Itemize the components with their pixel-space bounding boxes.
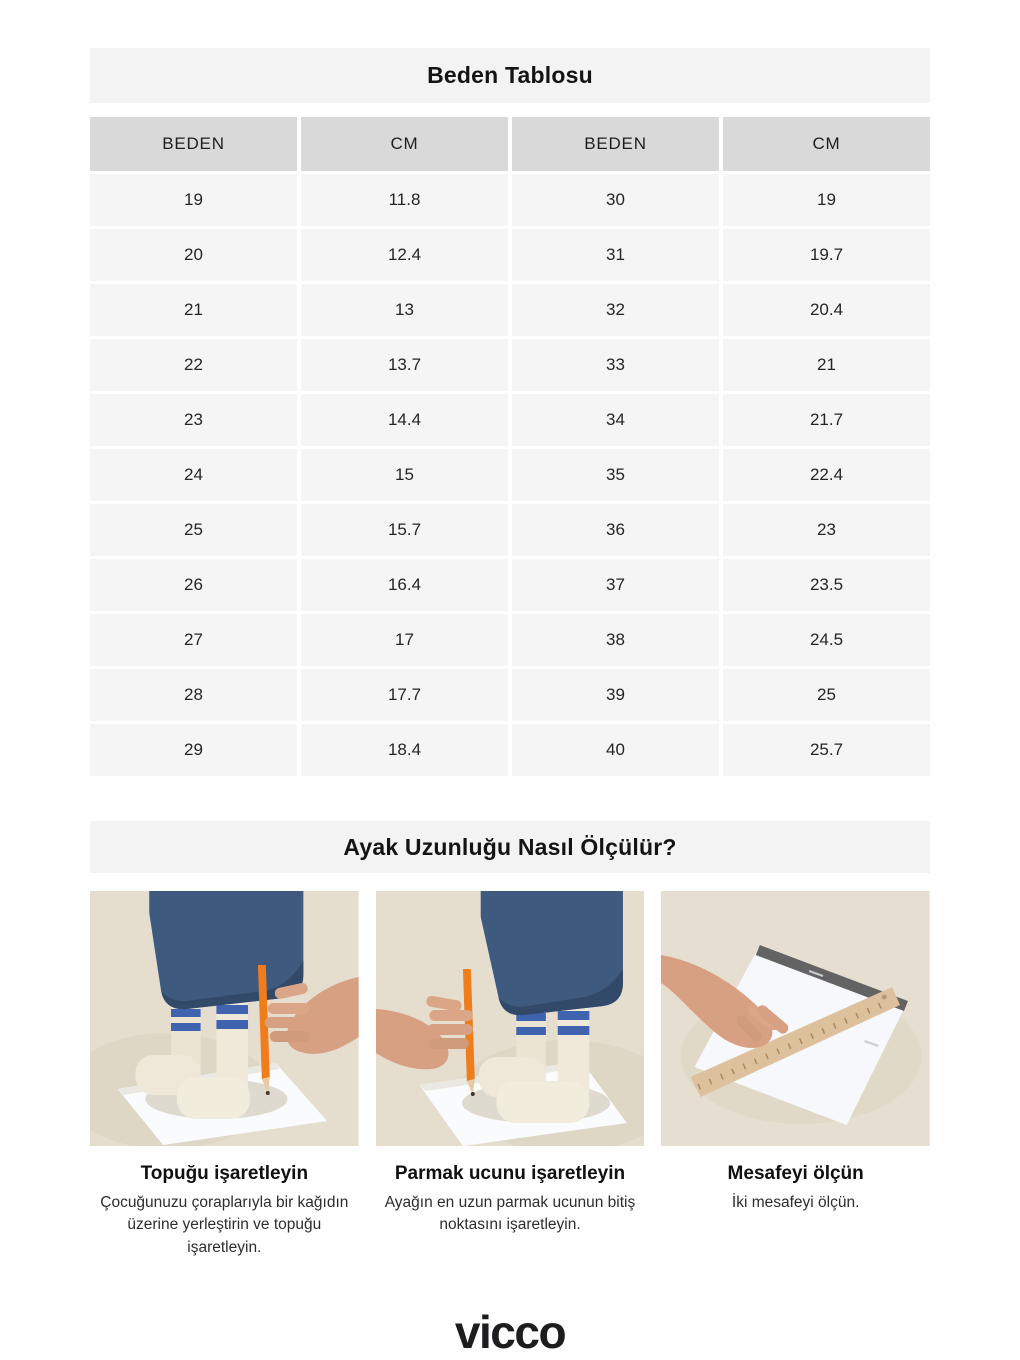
sock-front-foot (177, 1077, 250, 1119)
size-table-cell: 13 (301, 284, 508, 336)
size-table-cell: 23 (90, 394, 297, 446)
size-table-cell: 34 (512, 394, 719, 446)
size-table-cell: 30 (512, 174, 719, 226)
size-table-cell: 11.8 (301, 174, 508, 226)
finger (429, 1010, 472, 1021)
size-table-cell: 27 (90, 614, 297, 666)
step-description: Çocuğunuzu çoraplarıyla bir kağıdın üzerine yerleştirin ve topuğu işaretleyin. (100, 1194, 349, 1256)
brand-footer (90, 1306, 930, 1360)
sock-stripe (216, 1020, 248, 1029)
sock-stripe (171, 1009, 201, 1017)
vicco-logo: vicco (454, 1306, 566, 1359)
size-table-cell: 19 (723, 174, 930, 226)
size-table-cell: 25 (723, 669, 930, 721)
size-table-cell: 40 (512, 724, 719, 776)
size-table-cell: 24.5 (723, 614, 930, 666)
size-table-cell: 18.4 (301, 724, 508, 776)
sock-stripe (557, 1026, 589, 1035)
step-measure-distance (661, 891, 930, 1259)
sock-stripe (516, 1027, 546, 1035)
ruler-hole (882, 995, 887, 1000)
step-heading: Parmak ucunu işaretleyin (394, 1163, 626, 1184)
size-table-cell: 22 (90, 339, 297, 391)
size-table-cell: 24 (90, 449, 297, 501)
size-table-cell: 35 (512, 449, 719, 501)
size-table-cell: 21.7 (723, 394, 930, 446)
size-table-cell: 17.7 (301, 669, 508, 721)
size-table-cell: 39 (512, 669, 719, 721)
size-table-cell: 36 (512, 504, 719, 556)
size-table-cell: 23 (723, 504, 930, 556)
step-mark-heel (90, 891, 359, 1259)
size-table-cell: 17 (301, 614, 508, 666)
finger (270, 1031, 310, 1042)
pencil-lead (470, 1092, 474, 1096)
size-table-cell: 25 (90, 504, 297, 556)
measure-distance-photo (661, 891, 930, 1146)
size-table-cell: 26 (90, 559, 297, 611)
mark-heel-photo (90, 891, 359, 1146)
step-mark-toe (376, 891, 645, 1259)
size-table-cell: 20 (90, 229, 297, 281)
size-table-header-beden-left: BEDEN (90, 117, 297, 171)
size-table-grid (90, 117, 930, 776)
size-table-header-cm-left: CM (301, 117, 508, 171)
finger (268, 1003, 309, 1014)
size-table-cell: 33 (512, 339, 719, 391)
size-table-cell: 38 (512, 614, 719, 666)
size-table-cell: 19 (90, 174, 297, 226)
size-table-cell: 31 (512, 229, 719, 281)
content (90, 0, 930, 1360)
size-table-cell: 22.4 (723, 449, 930, 501)
howto-title-band (90, 821, 930, 873)
size-table-cell: 20.4 (723, 284, 930, 336)
howto-title: Ayak Uzunluğu Nasıl Ölçülür? (343, 833, 677, 860)
size-table-cell: 21 (90, 284, 297, 336)
howto-steps (90, 891, 930, 1259)
size-table-cell: 37 (512, 559, 719, 611)
size-table-cell: 32 (512, 284, 719, 336)
size-table-cell: 15.7 (301, 504, 508, 556)
size-table-cell: 25.7 (723, 724, 930, 776)
size-table-title: Beden Tablosu (427, 62, 593, 88)
sock-stripe (557, 1011, 589, 1020)
size-table-cell: 23.5 (723, 559, 930, 611)
size-table-header-beden-right: BEDEN (512, 117, 719, 171)
step-heading: Topuğu işaretleyin (140, 1163, 309, 1184)
size-table-cell: 21 (723, 339, 930, 391)
sock-stripe (216, 1005, 248, 1014)
mark-toe-photo (376, 891, 645, 1146)
size-table-cell: 12.4 (301, 229, 508, 281)
finger (427, 1024, 472, 1035)
step-heading: Mesafeyi ölçün (727, 1163, 864, 1184)
finger (429, 1038, 469, 1049)
size-table-cell: 19.7 (723, 229, 930, 281)
size-table-cell: 16.4 (301, 559, 508, 611)
size-table-title-band (90, 48, 930, 103)
sock-front-foot (496, 1081, 589, 1123)
size-table-header-cm-right: CM (723, 117, 930, 171)
step-description: İki mesafeyi ölçün. (731, 1194, 860, 1211)
pencil-lead (266, 1091, 270, 1095)
size-table-cell: 14.4 (301, 394, 508, 446)
sock-stripe (171, 1023, 201, 1031)
finger (265, 1017, 310, 1028)
size-table-cell: 15 (301, 449, 508, 501)
size-table-cell: 28 (90, 669, 297, 721)
step-description: Ayağın en uzun parmak ucunun bitiş noktasını işaretleyin. (384, 1194, 636, 1234)
size-table-cell: 29 (90, 724, 297, 776)
size-table-cell: 13.7 (301, 339, 508, 391)
